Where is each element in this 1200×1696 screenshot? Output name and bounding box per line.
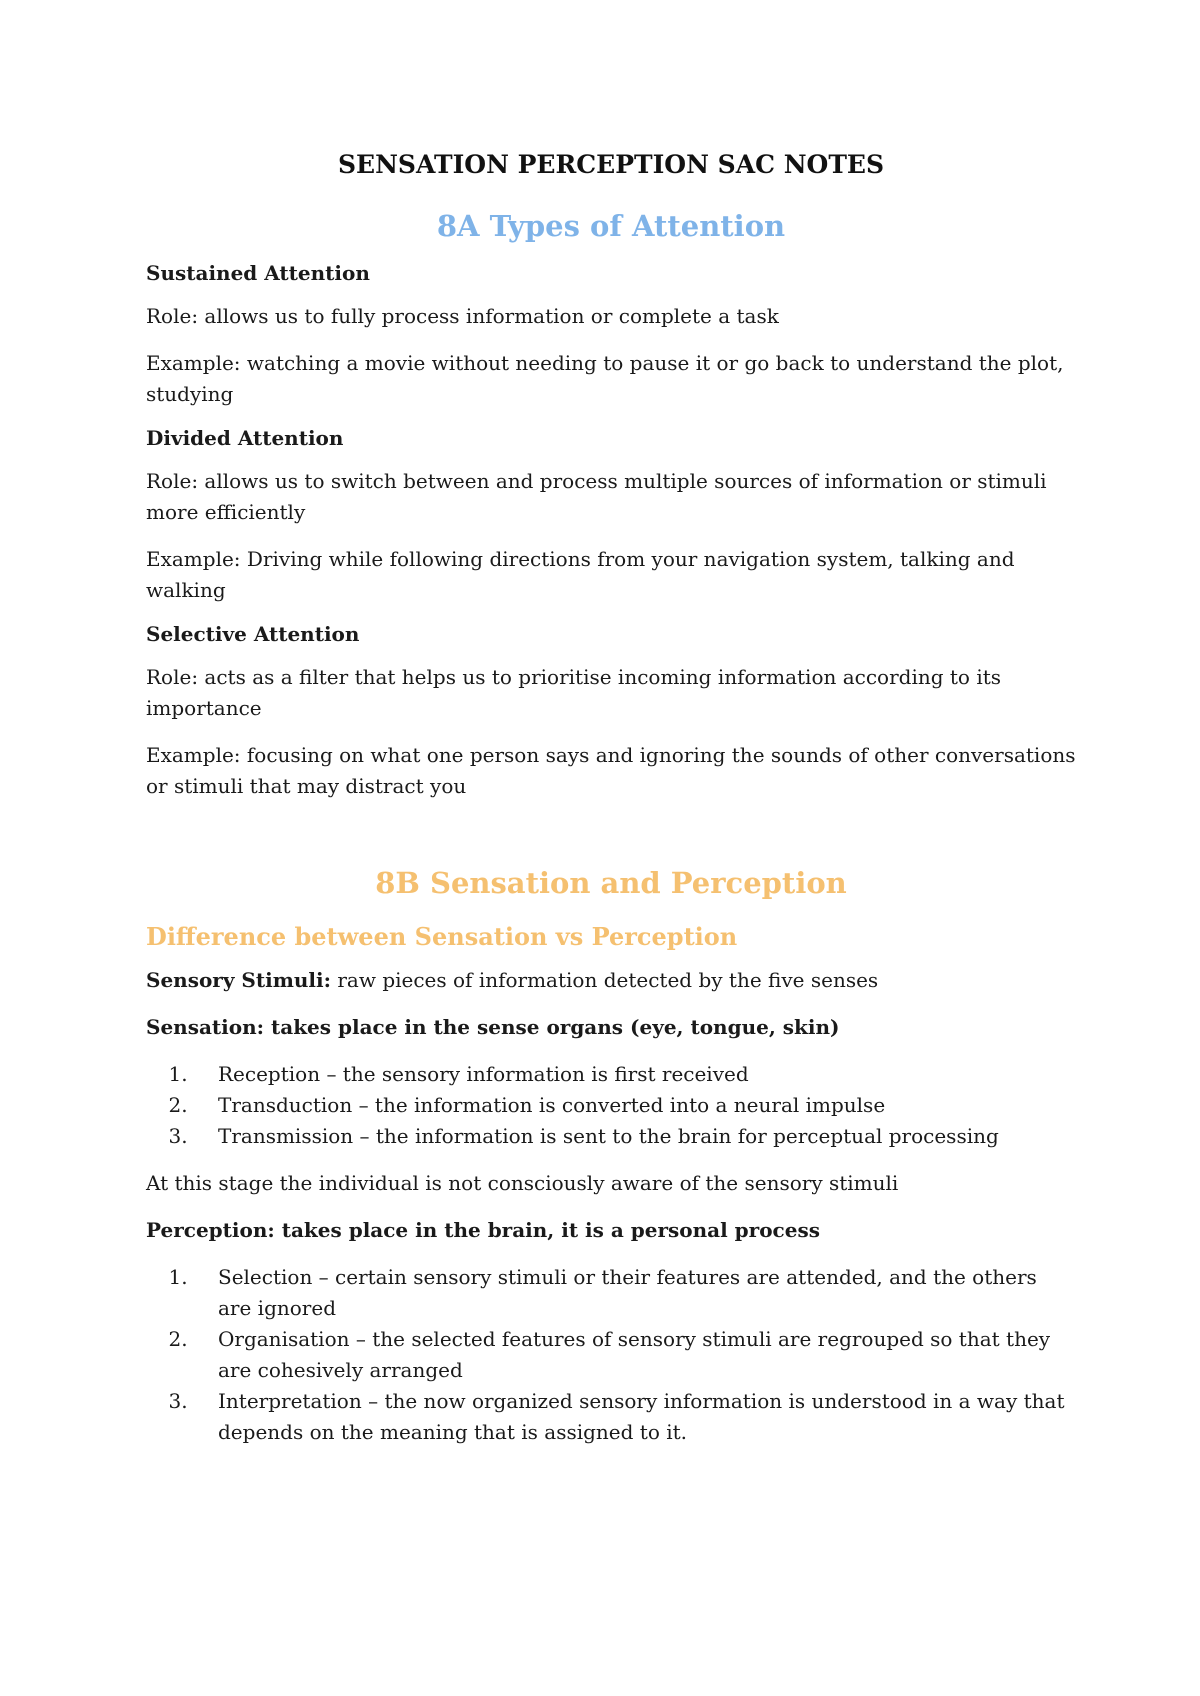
perception-heading: Perception: takes place in the brain, it is a personal process xyxy=(146,1218,820,1242)
list-item: 3. Interpretation – the now organized sensory information is understood in a way that depends on the meaning that is assigned to it. xyxy=(194,1386,1076,1448)
document-title: SENSATION PERCEPTION SAC NOTES xyxy=(337,150,885,179)
list-item: 2. Transduction – the information is converted into a neural impulse xyxy=(194,1090,1076,1121)
sensory-stimuli-text: raw pieces of information detected by the five senses xyxy=(331,968,879,992)
sensory-stimuli-definition xyxy=(146,965,1076,996)
list-item: 3. Transmission – the information is sent to the brain for perceptual processing xyxy=(194,1121,1076,1152)
divided-attention-role: Role: allows us to switch between and process multiple sources of information or stimuli more efficiently xyxy=(146,469,1047,524)
sensation-steps-list xyxy=(146,1059,1076,1152)
divided-attention-example: Example: Driving while following directions from your navigation system, talking and walking xyxy=(146,547,1015,602)
list-item: 1. Reception – the sensory information is first received xyxy=(194,1059,1076,1090)
sustained-attention-example: Example: watching a movie without needing to pause it or go back to understand the plot, studying xyxy=(146,351,1064,406)
section-8a-heading: 8A Types of Attention xyxy=(436,209,786,243)
sustained-attention-role: Role: allows us to fully process information or complete a task xyxy=(146,304,779,328)
sensation-note: At this stage the individual is not consciously aware of the sensory stimuli xyxy=(146,1171,899,1195)
sensory-stimuli-label: Sensory Stimuli: xyxy=(146,968,331,992)
list-item: 1. Selection – certain sensory stimuli or their features are attended, and the others are ignored xyxy=(194,1262,1076,1324)
document-body xyxy=(146,150,1076,1448)
section-8b-subheading: Difference between Sensation vs Perception xyxy=(146,922,738,951)
section-8b-heading: 8B Sensation and Perception xyxy=(375,866,847,900)
list-item: 2. Organisation – the selected features of sensory stimuli are regrouped so that they are cohesively arranged xyxy=(194,1324,1076,1386)
selective-attention-role: Role: acts as a filter that helps us to prioritise incoming information according to its importance xyxy=(146,665,1002,720)
sensation-heading: Sensation: takes place in the sense organs (eye, tongue, skin) xyxy=(146,1015,840,1039)
selective-attention-heading: Selective Attention xyxy=(146,622,360,646)
sustained-attention-heading: Sustained Attention xyxy=(146,261,370,285)
divided-attention-heading: Divided Attention xyxy=(146,426,344,450)
selective-attention-example: Example: focusing on what one person says and ignoring the sounds of other conversations or stimuli that may distract you xyxy=(146,743,1076,798)
perception-steps-list xyxy=(146,1262,1076,1448)
